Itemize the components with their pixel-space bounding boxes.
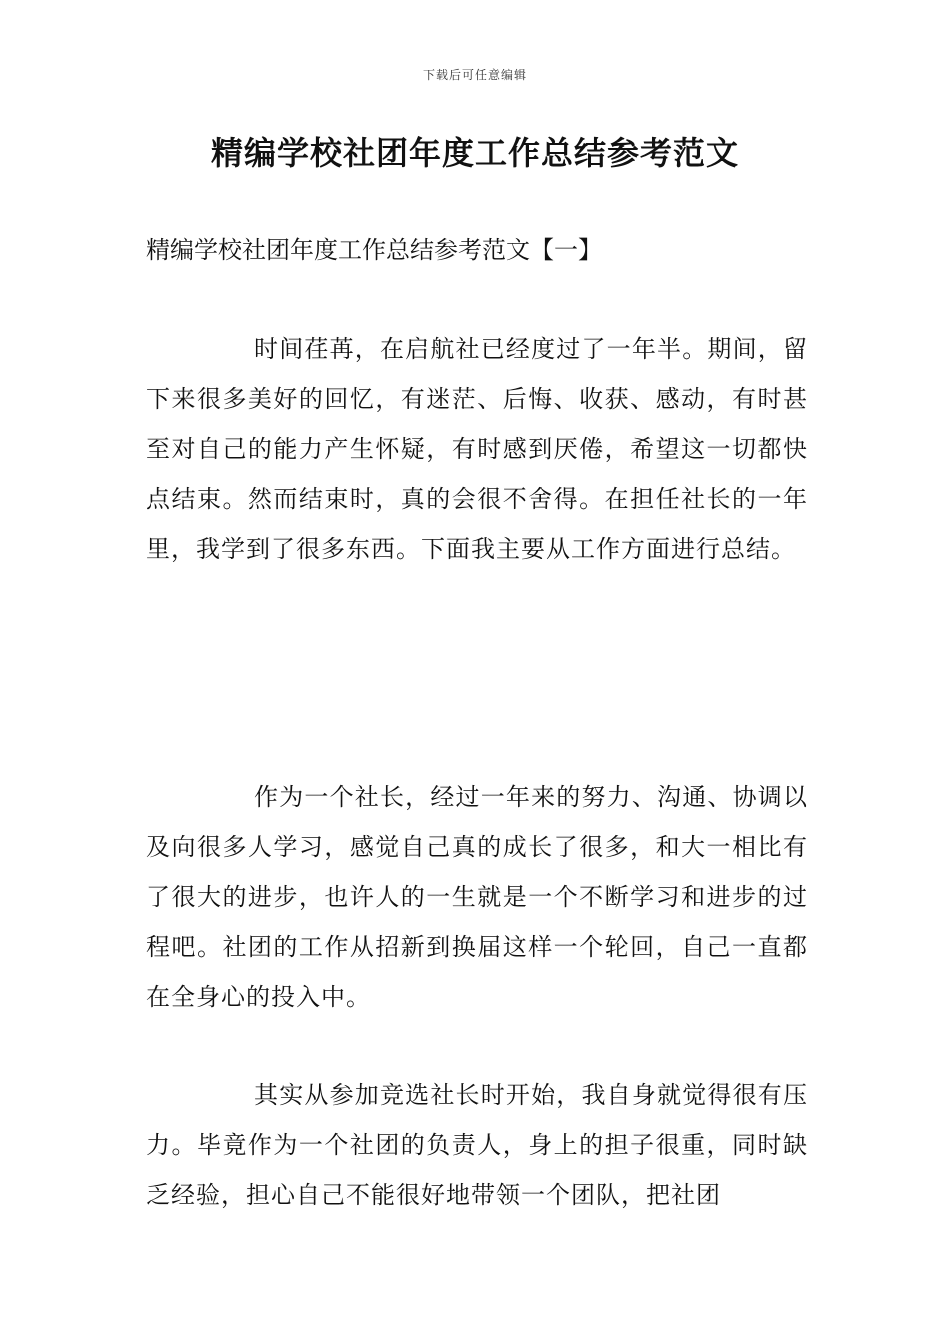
paragraph-3: 其实从参加竞选社长时开始，我自身就觉得很有压力。毕竟作为一个社团的负责人，身上的担子很重，同时缺乏经验，担心自己不能很好地带领一个团队，把社团 bbox=[146, 1081, 808, 1209]
paragraph-1: 时间荏苒，在启航社已经度过了一年半。期间，留下来很多美好的回忆，有迷茫、后悔、收获、感动，有时甚至对自己的能力产生怀疑，有时感到厌倦，希望这一切都快点结束。然而结束时，真的会很不舍得。在担任社长的一年里，我学到了很多东西。下面我主要从工作方面进行总结。 bbox=[146, 335, 808, 563]
section-heading: 精编学校社团年度工作总结参考范文【一】 bbox=[146, 236, 602, 264]
paragraph-2: 作为一个社长，经过一年来的努力、沟通、协调以及向很多人学习，感觉自己真的成长了很多，和大一相比有了很大的进步，也许人的一生就是一个不断学习和进步的过程吧。社团的工作从招新到换届这样一个轮回，自己一直都在全身心的投入中。 bbox=[146, 783, 808, 1011]
document-title: 精编学校社团年度工作总结参考范文 bbox=[210, 134, 739, 172]
header-note: 下载后可任意编辑 bbox=[422, 68, 527, 82]
